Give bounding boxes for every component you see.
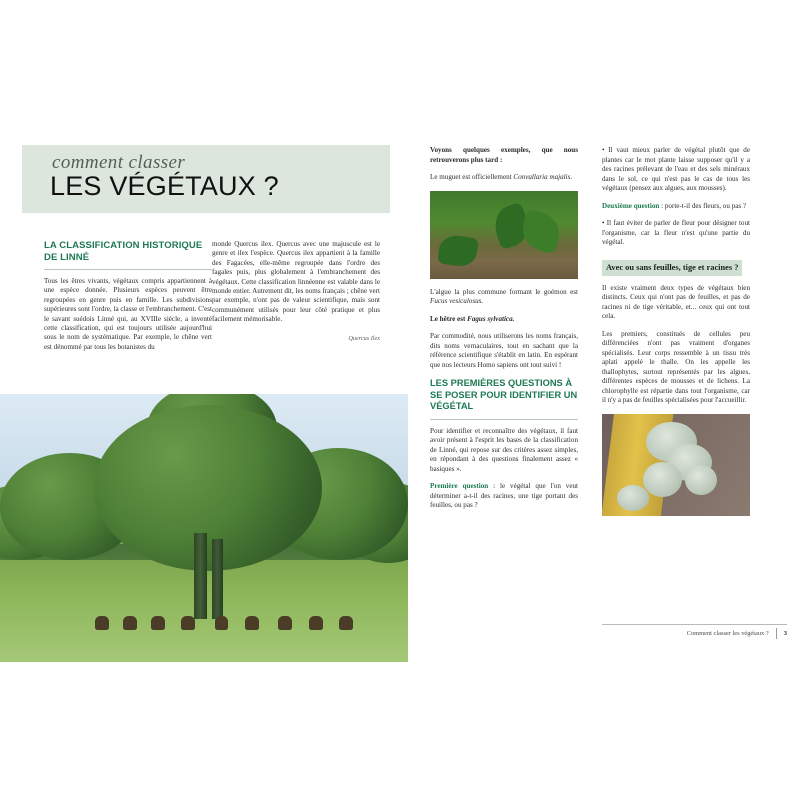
- page-footer: [602, 624, 787, 639]
- paragraph-thallophytes: Les premiers, constitués de cellules peu différenciées n'ont pas vraiment d'organes spécialisés. Leur corps ressemble à un tissu très aplati appelé le thalle. On les appelle les thallophytes, surtout représentés par les algues, différentes espèces de mousses et de lichens. La chlorophylle est répartie dans tout l'organisme, car il n'y a pas de feuilles spécialisées pour l'accueillir.: [602, 329, 750, 404]
- title-kicker: comment classer: [52, 152, 186, 173]
- paragraph-example-muguet: [430, 173, 578, 183]
- photo-caption-quercus-ilex: Quercus Ilex: [348, 334, 380, 342]
- example-hetre-latin: Fagus sylvatica.: [467, 314, 515, 323]
- example-hetre-text: Le hêtre est: [430, 314, 468, 323]
- paragraph-bullet-1: • Il vaut mieux parler de végétal plutôt que de plantes car le mot plante laisse supposer qu'il y a des racines prélevant de l'eau et des sels minéraux dans le sol, ce qui n'est pas le cas de tous les végétaux (pensez aux algues, aux mousses).: [602, 146, 750, 192]
- leaf-right: [517, 209, 564, 255]
- question-1-label: Première question: [430, 482, 489, 490]
- deer-herd: [90, 616, 367, 629]
- paragraph-example-algue: [430, 288, 578, 307]
- tree-trunk: [194, 533, 207, 619]
- grey-lichen-cluster: [643, 462, 681, 497]
- deer: [151, 616, 165, 629]
- deer: [278, 616, 292, 629]
- paragraph-question-1: [430, 482, 578, 511]
- question-1-text: : le végétal que l'on veut déterminer a-t-il des racines, une tige portant des feuilles, ou pas ?: [430, 482, 578, 509]
- canopy-main: [94, 405, 322, 571]
- deer: [123, 616, 137, 629]
- leaf-foreground: [437, 234, 479, 269]
- section-heading-premieres-questions: LES PREMIÈRES QUESTIONS À SE POSER POUR IDENTIFIER UN VÉGÉTAL: [430, 378, 578, 411]
- paragraph-bullet-2: • Il faut éviter de parler de fleur pour désigner tout l'organisme, car la fleur n'est qu'une partie du végétal.: [602, 219, 750, 246]
- paragraph-classification-2: monde Quercus ilex. Quercus avec une majuscule est le genre et ilex l'espèce. Quercus ilex appartient à la famille des Fagacées, elle-même regroupée dans l'ordre des fagales puis, plus globalement à l'embranchement des végétaux. Cette classification linnéenne est valable dans le monde entier. Autrement dit, les noms français ; chêne vert par exemple, n'ont pas de valeur scientifique, mais sont communément utilisés pour leur côté pratique et plus facilement mémorisable.: [212, 240, 380, 324]
- page-title: LES VÉGÉTAUX ?: [50, 171, 279, 201]
- lichen-on-branch-photo: [602, 414, 750, 516]
- right-page: [420, 132, 800, 677]
- paragraph-identifier: Pour identifier et reconnaître des végétaux, il faut avoir présent à l'esprit les bases de la classification de Linné, qui repose sur des critères assez simples, en répondant à des questions finalement assez « basiques ».: [430, 426, 578, 473]
- right-column-1: [430, 146, 578, 519]
- oak-tree-meadow-photo: [0, 394, 408, 662]
- deer: [215, 616, 229, 629]
- footer-separator: [776, 628, 777, 639]
- divider-rule: [44, 269, 212, 270]
- example-algue-text: L'algue la plus commune formant le goémon est: [430, 287, 578, 296]
- example-muguet-text: Le muguet est officiellement: [430, 173, 514, 181]
- left-page: [0, 132, 420, 677]
- lily-of-the-valley-photo: [430, 191, 578, 279]
- deer: [245, 616, 259, 629]
- question-2-label: Deuxième question: [602, 201, 660, 210]
- paragraph-example-hetre: [430, 315, 578, 325]
- paragraph-classification-1: Tous les êtres vivants, végétaux compris appartiennent à une espèce donnée. Plusieurs espèces peuvent être regroupées en genre puis en famille. Les subdivisions supérieures sont l'ordre, la classe et l'embranchement. C'est le savant suédois Linné qui, au XVIIIe siècle, a inventé cette classification, qui est toujours utilisée aujourd'hui sous le nom de systématique. Par exemple, le chêne vert est dénommé par tous les botanistes du: [44, 277, 212, 351]
- highlighted-heading-feuilles-tige-racines: Avec ou sans feuilles, tige et racines ?: [602, 260, 742, 276]
- left-column-1: [44, 240, 212, 359]
- paragraph-deux-types: Il existe vraiment deux types de végétaux bien distincts. Ceux qui n'ont pas de feuilles, et pas de racines ni de tige véritable, et... ceux qui ont tout cela.: [602, 283, 750, 320]
- page-number: 3: [783, 630, 787, 637]
- right-column-2: [602, 146, 750, 525]
- divider-rule-right: [430, 419, 578, 420]
- example-muguet-latin: Convallaria majalis.: [513, 173, 573, 181]
- deer: [181, 616, 195, 629]
- paragraph-question-2: [602, 202, 750, 212]
- left-column-2: [212, 240, 380, 342]
- tree-trunk-secondary: [212, 539, 223, 619]
- deer: [309, 616, 323, 629]
- deer: [339, 616, 353, 629]
- paragraph-intro-examples: Voyons quelques exemples, que nous retrouverons plus tard :: [430, 146, 578, 164]
- grey-lichen-cluster: [685, 465, 718, 496]
- question-2-text: : porte-t-il des fleurs, ou pas ?: [659, 201, 747, 210]
- deer: [95, 616, 109, 629]
- section-heading-classification: LA CLASSIFICATION HISTORIQUE DE LINNÉ: [44, 240, 203, 263]
- footer-running-title: Comment classer les végétaux ?: [686, 630, 769, 637]
- paragraph-noms-vernaculaires: Par commodité, nous utiliserons les noms français, dits noms vernaculaires, tout en sachant que la référence scientifique s'établit en latin. En espérant que nos lecteurs Homo sapiens ont tout suivi !: [430, 332, 578, 369]
- example-algue-latin: Fucus vesiculosus.: [430, 297, 484, 305]
